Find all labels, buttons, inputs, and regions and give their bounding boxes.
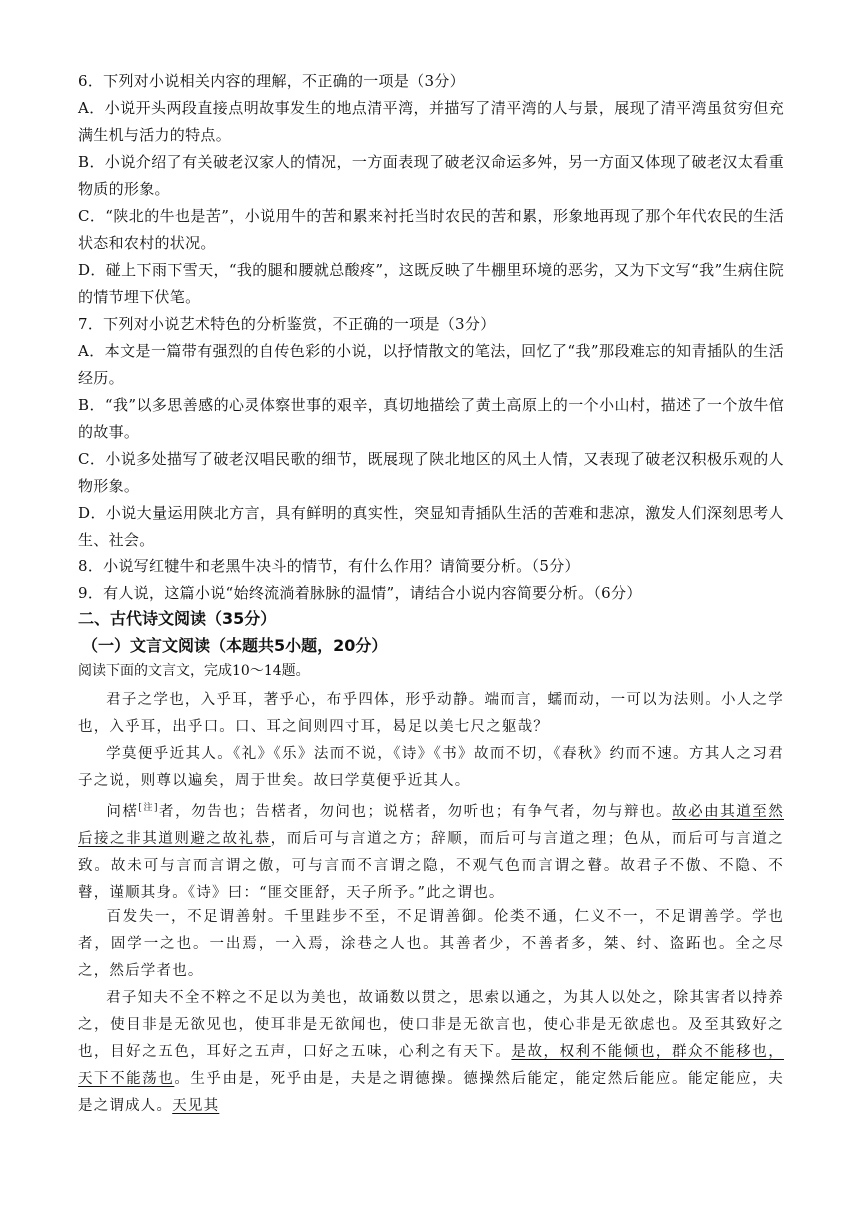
reading-instruction: 阅读下面的文言文，完成10～14题。 xyxy=(78,663,310,679)
underlined-sentence-1: 故必由其道至然后接之非其道则避之故礼恭 xyxy=(78,803,784,847)
q6-stem: 6．下列对小说相关内容的理解，不正确的一项是（3分） xyxy=(78,72,465,90)
passage-paragraph-5: 君子知夫不全不粹之不足以为美也，故诵数以贯之，思索以通之，为其人以处之，除其害者以持养之，使目非是无欲见也，使耳非是无欲闻也，使口非是无欲言也，使心非是无欲虑也。及至其致好之也，目好之五色，耳好之五声，口好之五味，心利之有天下。是故，权利不能倾也，群众不能移也，天下不能荡也。生乎由是，死乎由是，夫是之谓德操。德操然后能定，能定然后能应。能定能应，夫是之谓成人。天见其 xyxy=(78,990,784,1114)
question-7 xyxy=(78,311,784,554)
q7-option-b: B．“我”以多思善感的心灵体察世事的艰辛，真切地描绘了黄土高原上的一个小山村，描述了一个放牛倌的故事。 xyxy=(78,396,784,441)
passage-paragraph-2: 学莫便乎近其人。《礼》《乐》法而不说，《诗》《书》故而不切，《春秋》约而不速。方其人之习君子之说，则尊以遍矣，周于世矣。故曰学莫便乎近其人。 xyxy=(78,746,784,789)
q6-option-b: B．小说介绍了有关破老汉家人的情况，一方面表现了破老汉命运多舛，另一方面又体现了破老汉太看重物质的形象。 xyxy=(78,153,784,198)
passage-paragraph-1: 君子之学也，入乎耳，著乎心，布乎四体，形乎动静。端而言，蠕而动，一可以为法则。小人之学也，入乎耳，出乎口。口、耳之间则四寸耳，曷足以美七尺之躯哉？ xyxy=(78,692,784,735)
q6-option-c: C．“陕北的牛也是苦”，小说用牛的苦和累来衬托当时农民的苦和累，形象地再现了那个年代农民的生活状态和农村的状况。 xyxy=(78,207,784,252)
question-9: 9．有人说，这篇小说“始终流淌着脉脉的温情”，请结合小说内容简要分析。（6分） xyxy=(78,584,642,602)
q7-option-c: C．小说多处描写了破老汉唱民歌的细节，既展现了陕北地区的风土人情，又表现了破老汉积极乐观的人物形象。 xyxy=(78,450,784,495)
question-6 xyxy=(78,68,784,311)
q7-stem: 7．下列对小说艺术特色的分析鉴赏，不正确的一项是（3分） xyxy=(78,315,496,333)
underlined-sentence-2: 是故，权利不能倾也，群众不能移也，天下不能荡也 xyxy=(78,1044,784,1087)
q6-option-a: A．小说开头两段直接点明故事发生的地点清平湾，并描写了清平湾的人与景，展现了清平湾虽贫穷但充满生机与活力的特点。 xyxy=(78,99,784,144)
q7-option-d: D．小说大量运用陕北方言，具有鲜明的真实性，突显知青插队生活的苦难和悲凉，激发人们深刻思考人生、社会。 xyxy=(78,504,784,549)
q6-option-d: D．碰上下雨下雪天，“我的腿和腰就总酸疼”，这既反映了牛棚里环境的恶劣，又为下文写“我”生病住院的情节埋下伏笔。 xyxy=(78,261,784,306)
underlined-sentence-3: 天见其 xyxy=(172,1098,220,1114)
section-heading: 二、古代诗文阅读（35分） xyxy=(78,609,277,628)
q7-option-a: A．本文是一篇带有强烈的自传色彩的小说，以抒情散文的笔法，回忆了“我”那段难忘的知青插队的生活经历。 xyxy=(78,342,784,387)
subsection-heading: （一）文言文阅读（本题共5小题，20分） xyxy=(82,636,388,655)
passage-paragraph-4: 百发失一，不足谓善射。千里跬步不至，不足谓善御。伦类不通，仁义不一，不足谓善学。学也者，固学一之也。一出焉，一入焉，涂巷之人也。其善者少，不善者多，桀、纣、盗跖也。全之尽之，然后学者也。 xyxy=(78,909,784,979)
footnote-marker: [注] xyxy=(138,803,159,813)
question-8: 8．小说写红犍牛和老黑牛决斗的情节，有什么作用？请简要分析。（5分） xyxy=(78,557,580,575)
passage-paragraph-3: 问楛[注]者，勿告也；告楛者，勿问也；说楛者，勿听也；有争气者，勿与辩也。故必由其道至然后接之非其道则避之故礼恭，而后可与言道之方；辞顺，而后可与言道之理；色从，而后可与言道之致。故未可与言而言谓之傲，可与言而不言谓之隐，不观气色而言谓之瞽。故君子不傲、不隐、不瞽，谨顺其身。《诗》曰：“匪交匪舒，天子所予。”此之谓也。 xyxy=(78,803,784,901)
